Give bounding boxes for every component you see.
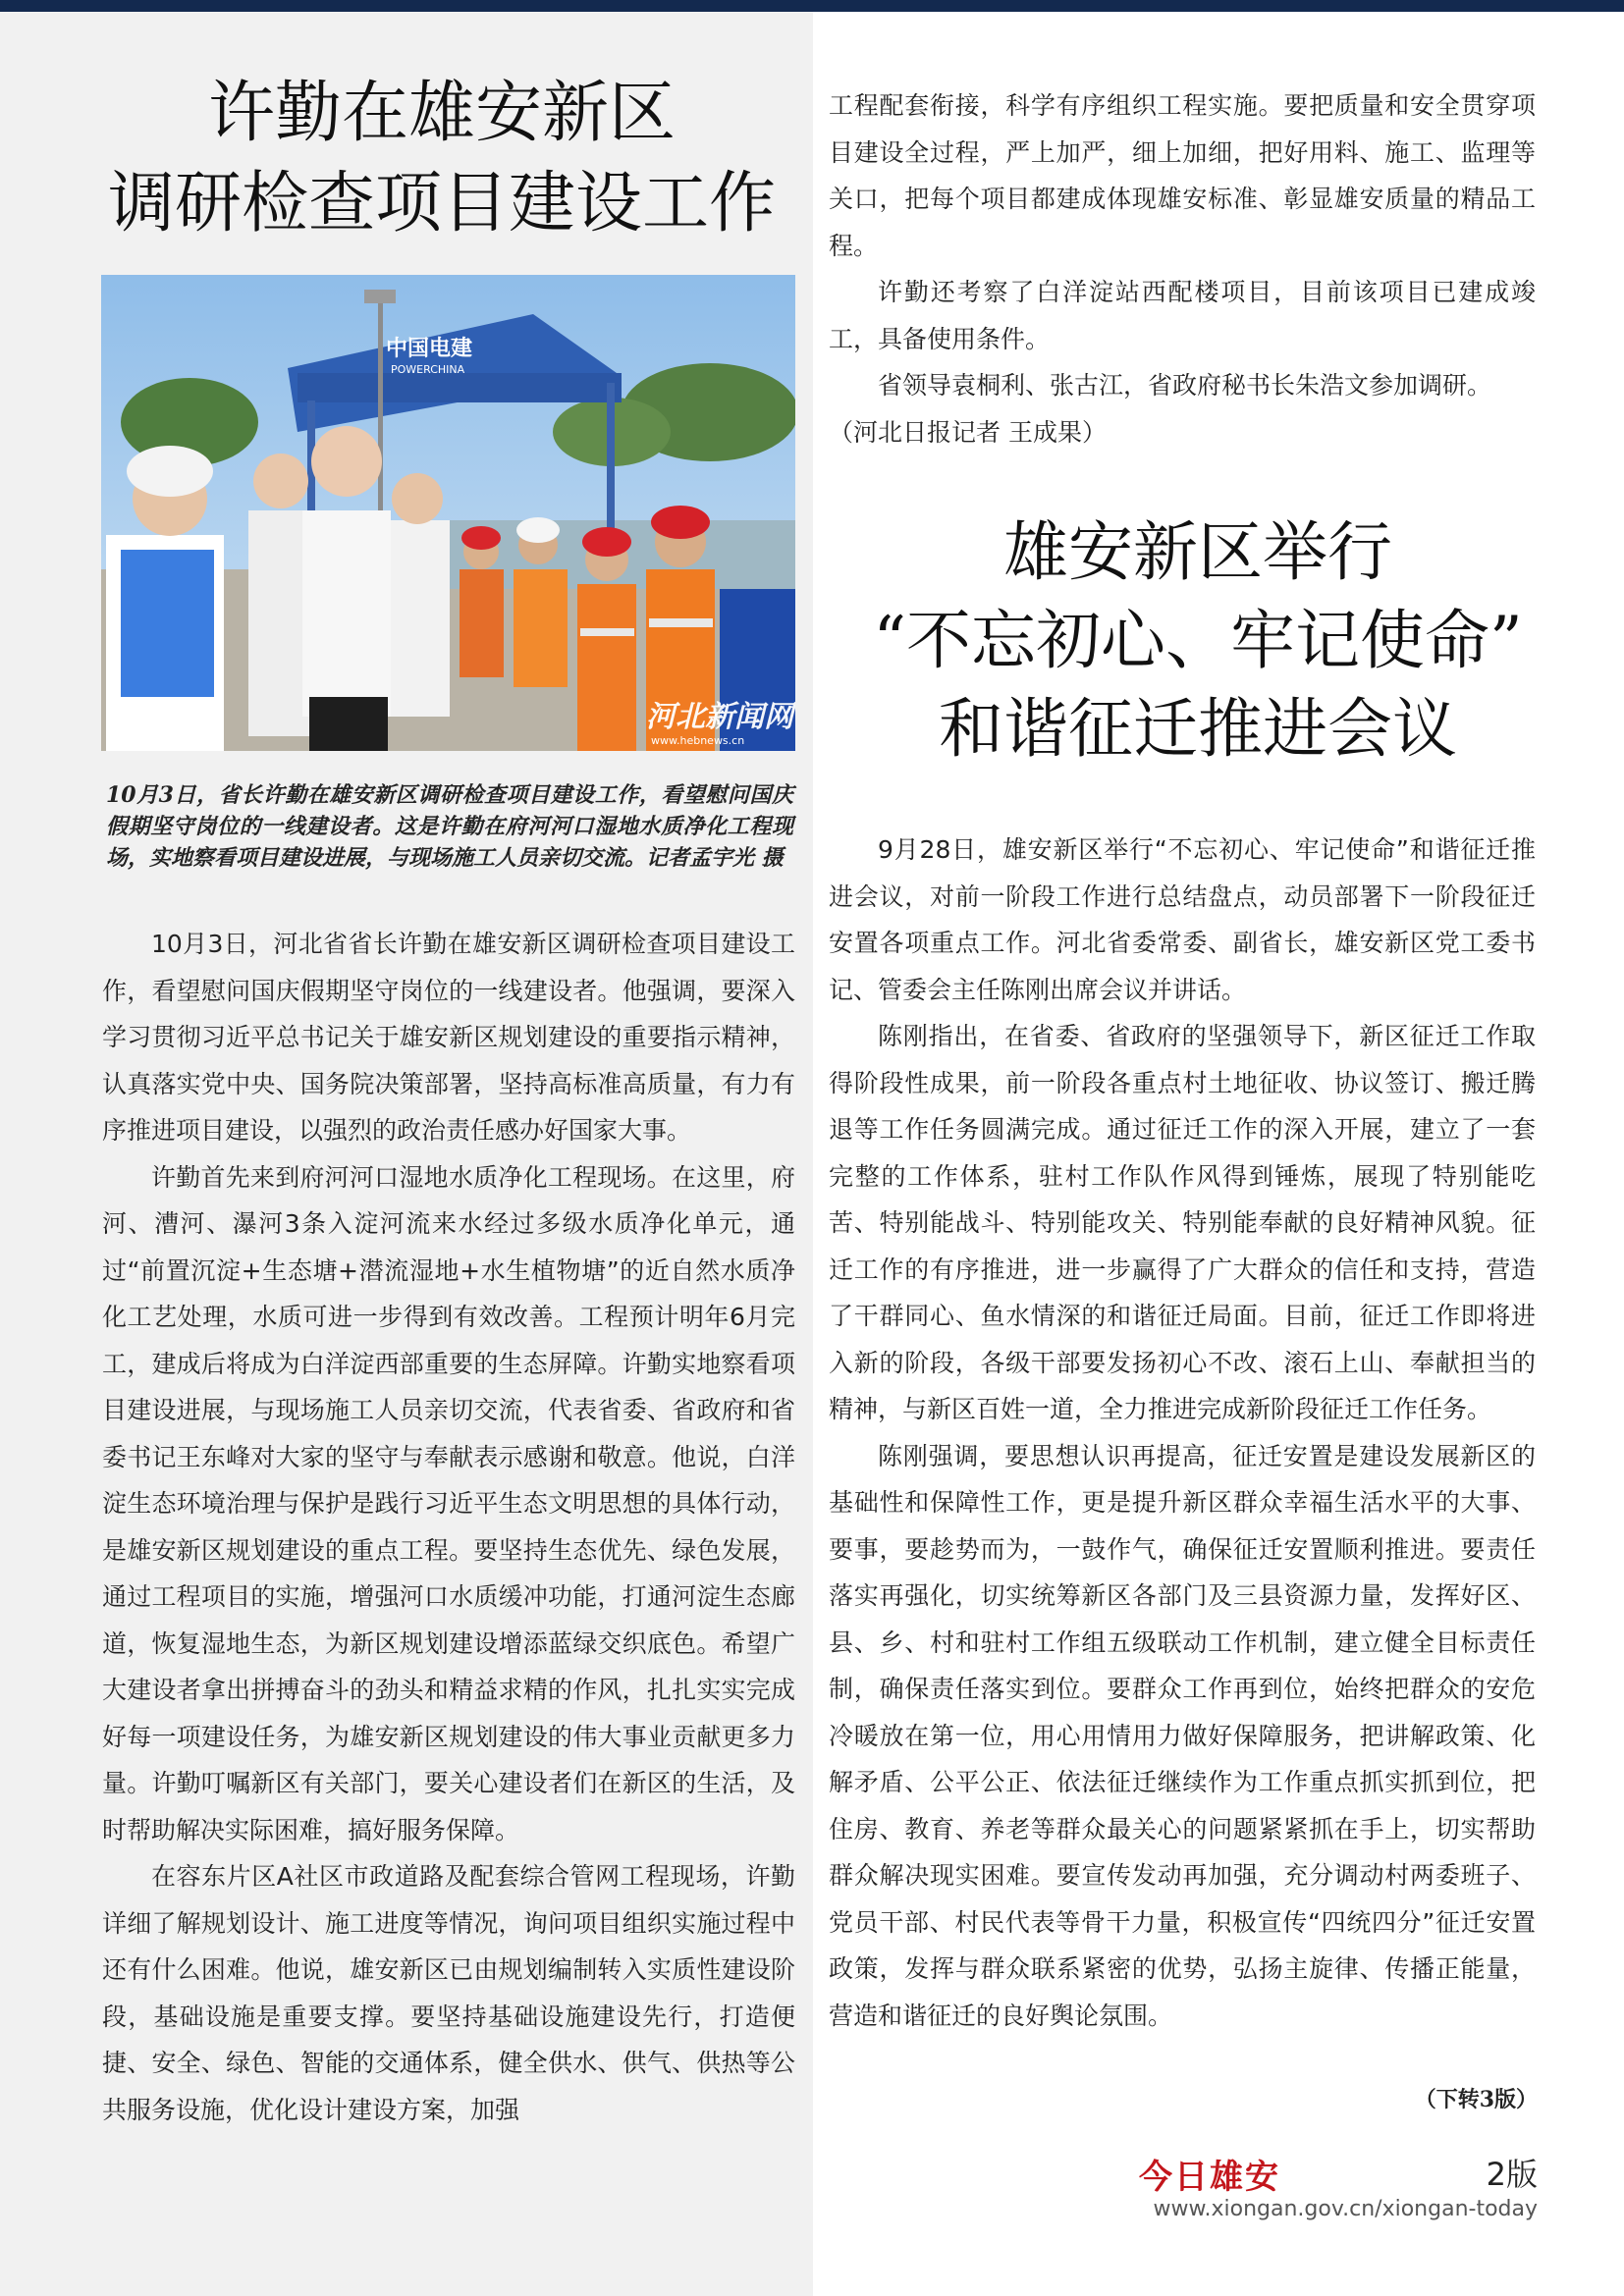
canopy-logo: 中国电建 bbox=[386, 337, 473, 361]
article1-headline bbox=[59, 69, 825, 249]
article1-paragraph: 许勤首先来到府河河口湿地水质净化工程现场。在这里，府河、漕河、瀑河3条入淀河流来水经过多级水质净化单元，通过“前置沉淀+生态塘+潜流湿地+水生植物塘”的近自然水质净化工艺处理，水质可进一步得到有效改善。工程预计明年6月完工，建成后将成为白洋淀西部重要的生态屏障。许勤实地察看项目建设进展，与现场施工人员亲切交流，代表省委、省政府和省委书记王东峰对大家的坚守与奉献表示感谢和敬意。他说，白洋淀生态环境治理与保护是践行习近平生态文明思想的具体行动，是雄安新区规划建设的重点工程。要坚持生态优先、绿色发展，通过工程项目的实施，增强河口水质缓冲功能，打通河淀生态廊道，恢复湿地生态，为新区规划建设增添蓝绿交织底色。希望广大建设者拿出拼搏奋斗的劲头和精益求精的作风，扎扎实实完成好每一项建设任务，为雄安新区规划建设的伟大事业贡献更多力量。许勤叮嘱新区有关部门，要关心建设者们在新区的生活，及时帮助解决实际困难，搞好服务保障。 bbox=[102, 1162, 795, 1844]
article2-headline bbox=[825, 508, 1571, 774]
article1-title-line2: 调研检查项目建设工作 bbox=[107, 165, 776, 242]
photo-caption: 10月3日，省长许勤在雄安新区调研检查项目建设工作，看望慰问国庆假期坚守岗位的一线建设者。这是许勤在府河河口湿地水质净化工程现场，实地察看项目建设进展，与现场施工人员亲切交流。记者孟宇光 摄 bbox=[106, 782, 793, 871]
article2-title-line3: 和谐征迁推进会议 bbox=[939, 691, 1457, 767]
article1-continued-paragraph: 工程配套衔接，科学有序组织工程实施。要把质量和安全贯穿项目建设全过程，严上加严，细上加细，把好用料、施工、监理等关口，把每个项目都建成体现雄安标准、彰显雄安质量的精品工程。 bbox=[829, 91, 1536, 260]
article2-paragraph: 9月28日，雄安新区举行“不忘初心、牢记使命”和谐征迁推进会议，对前一阶段工作进行总结盘点，动员部署下一阶段征迁安置各项重点工作。河北省委常委、副省长，雄安新区党工委书记、管委会主任陈刚出席会议并讲话。 bbox=[829, 835, 1536, 1004]
article1-paragraph: 许勤还考察了白洋淀站西配楼项目，目前该项目已建成竣工，具备使用条件。 bbox=[829, 278, 1536, 353]
canopy-logo-en: POWERCHINA bbox=[391, 363, 465, 376]
publication-brand: 今日雄安 bbox=[1139, 2158, 1280, 2197]
article2-title-line1: 雄安新区举行 bbox=[1003, 514, 1392, 590]
article1-body-left bbox=[102, 921, 795, 2133]
top-bar bbox=[0, 0, 1624, 12]
article1-paragraph: 省领导袁桐利、张古江，省政府秘书长朱浩文参加调研。 bbox=[878, 371, 1492, 400]
continued-on-page-note: （下转3版） bbox=[1414, 2087, 1538, 2112]
article1-byline: （河北日报记者 王成果） bbox=[829, 417, 1107, 447]
watermark-url: www.hebnews.cn bbox=[651, 734, 745, 747]
article1-paragraph: 在容东片区A社区市政道路及配套综合管网工程现场，许勤详细了解规划设计、施工进度等情况，询问项目组织实施过程中还有什么困难。他说，雄安新区已由规划编制转入实质性建设阶段，基础设施是重要支撑。要坚持基础设施建设先行，打造便捷、安全、绿色、智能的交通体系，健全供水、供气、供热等公共服务设施，优化设计建设方案，加强 bbox=[102, 1862, 795, 2124]
page-number: 2版 bbox=[1486, 2156, 1538, 2193]
article2-title-line2: “不忘初心、牢记使命” bbox=[873, 603, 1523, 678]
article1-paragraph: 10月3日，河北省省长许勤在雄安新区调研检查项目建设工作，看望慰问国庆假期坚守岗位的一线建设者。他强调，要深入学习贯彻习近平总书记关于雄安新区规划建设的重要指示精神，认真落实党中央、国务院决策部署，坚持高标准高质量，有力有序推进项目建设，以强烈的政治责任感办好国家大事。 bbox=[102, 930, 795, 1145]
article2-paragraph: 陈刚指出，在省委、省政府的坚强领导下，新区征迁工作取得阶段性成果，前一阶段各重点村土地征收、协议签订、搬迁腾退等工作任务圆满完成。通过征迁工作的深入开展，建立了一套完整的工作体系，驻村工作队作风得到锤炼，展现了特别能吃苦、特别能战斗、特别能攻关、特别能奉献的良好精神风貌。征迁工作的有序推进，进一步赢得了广大群众的信任和支持，营造了干群同心、鱼水情深的和谐征迁局面。目前，征迁工作即将进入新的阶段，各级干部要发扬初心不改、滚石上山、奉献担当的精神，与新区百姓一道，全力推进完成新阶段征迁工作任务。 bbox=[829, 1022, 1536, 1423]
construction-site-photo bbox=[101, 275, 795, 751]
article2-paragraph: 陈刚强调，要思想认识再提高，征迁安置是建设发展新区的基础性和保障性工作，更是提升新区群众幸福生活水平的大事、要事，要趁势而为，一鼓作气，确保征迁安置顺利推进。要责任落实再强化，切实统筹新区各部门及三县资源力量，发挥好区、县、乡、村和驻村工作组五级联动工作机制，建立健全目标责任制，确保责任落实到位。要群众工作再到位，始终把群众的安危冷暖放在第一位，用心用情用力做好保障服务，把讲解政策、化解矛盾、公平公正、依法征迁继续作为工作重点抓实抓到位，把住房、教育、养老等群众最关心的问题紧紧抓在手上，切实帮助群众解决现实困难。要宣传发动再加强，充分调动村两委班子、党员干部、村民代表等骨干力量，积极宣传“四统四分”征迁安置政策，发挥与群众联系紧密的优势，弘扬主旋律、传播正能量，营造和谐征迁的良好舆论氛围。 bbox=[829, 1441, 1536, 2030]
article2-body bbox=[829, 827, 1536, 2039]
website-url: www.xiongan.gov.cn/xiongan-today bbox=[1153, 2197, 1538, 2221]
watermark-logo: 河北新闻网 bbox=[646, 700, 793, 734]
article1-title-line1: 许勤在雄安新区 bbox=[207, 75, 676, 152]
article1-body-right bbox=[829, 82, 1536, 455]
article1-photo bbox=[101, 275, 795, 751]
